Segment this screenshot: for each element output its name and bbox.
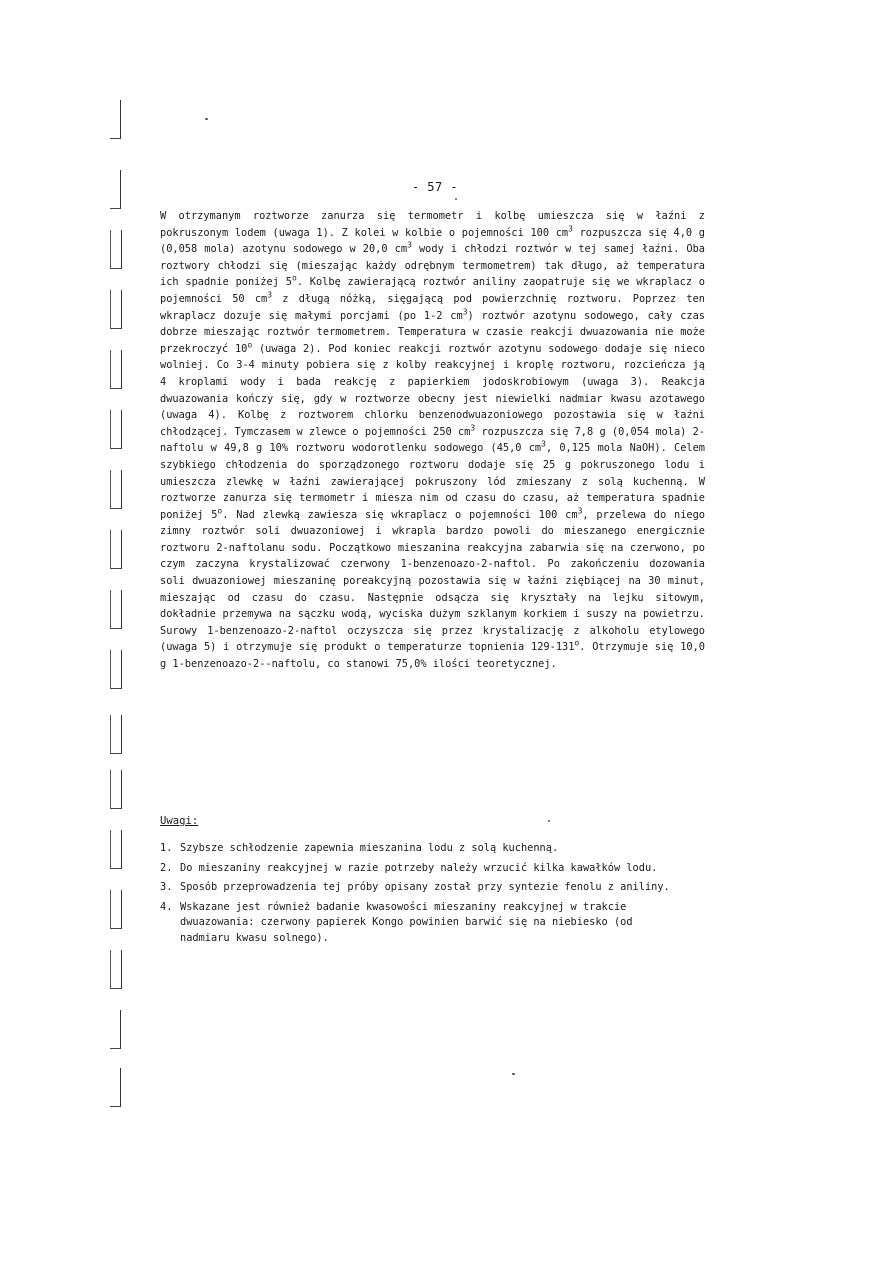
binder-mark bbox=[110, 470, 122, 509]
superscript: 3 bbox=[568, 224, 573, 234]
superscript: 3 bbox=[267, 290, 273, 300]
text-run: , 0,125 mola NaOH). Celem szybkiego chłodzenia do sporządzonego roztworu dodaje się 25 g pokruszonego lodu i umieszcza zlewkę w łaźni zawierającej pokruszony lód zmieszany z solą kuchenną. W roztworze zanurza się termometr i miesza nim od czasu do czasu, aż temperatura spadnie poniżej 5 bbox=[160, 442, 705, 521]
binder-mark bbox=[110, 170, 121, 209]
binder-mark bbox=[110, 650, 122, 689]
binder-mark bbox=[110, 770, 122, 809]
text-run: , przelewa do niego zimny roztwór soli dwuazoniowej i wkrapla bardzo powoli do mieszanego energicznie roztworu 2-naftolanu sodu. Początkowo mieszanina reakcyjna zabarwia się na czerwono, po czym zaczyna krystalizować czerwony 1-benzenoazo-2-naftol. Po zakończeniu dozowania soli dwuazoniowej mieszaninę poreakcyjną pozostawia się w łaźni ziębiącej na 30 minut, mieszając od czasu do czasu. Następnie odsącza się kryształy na lejku sitowym, dokładnie przemywa na sączku wodą, wyciska dużym szklanym korkiem i suszy na powietrzu. Surowy 1-benzenoazo-2-naftol oczyszcza się przez krystalizację z alkoholu etylowego (uwaga 5) i otrzymuje się produkt o temperaturze topnienia 129-131 bbox=[160, 508, 706, 654]
text-run: z długą nóżką, sięgającą pod powierzchnię roztworu. Poprzez ten wkraplacz dozuje się małymi porcjami (po 1-2 cm bbox=[160, 292, 705, 322]
binder-edge-marks bbox=[110, 100, 130, 1110]
text-run: (uwaga 2). Pod koniec reakcji roztwór azotynu sodowego dodaje się nieco wolniej. Co 3-4 minuty pobiera się z kolby reakcyjnej i kroplę roztworu, rozcieńcza ją 4 kroplami wody i bada reakcję z papierkiem jodoskrobiowym (uwaga 3). Reakcja dwuazowania kończy się, gdy w roztworze obecny jest niewielki nadmiar kwasu azotawego (uwaga 4). Kolbę z roztworem chlorku benzenodwuazoniowego pozostawia się w łaźni chłodzącej. Tymczasem w zlewce o pojemności 250 cm bbox=[160, 342, 705, 438]
binder-mark bbox=[110, 410, 122, 449]
note-item bbox=[160, 900, 680, 947]
superscript: 3 bbox=[541, 439, 546, 449]
text-run: W otrzymanym roztworze zanurza się termometr i kolbę umieszcza się w łaźni z pokruszonym lodem (uwaga 1). Z kolei w kolbie o pojemności 100 cm bbox=[160, 210, 705, 239]
note-text: Szybsze schłodzenie zapewnia mieszanina lodu z solą kuchenną. bbox=[180, 842, 559, 854]
binder-mark bbox=[110, 830, 122, 869]
binder-mark bbox=[110, 530, 122, 569]
binder-mark bbox=[110, 100, 121, 139]
text-run: rozpuszcza się 4,0 g (0,058 mola) azotynu sodowego w 20,0 cm bbox=[160, 226, 705, 256]
superscript: 3 bbox=[462, 307, 468, 317]
superscript: o bbox=[217, 506, 223, 516]
scan-speck bbox=[512, 1073, 515, 1075]
note-number: 3. bbox=[160, 881, 173, 893]
superscript: 3 bbox=[407, 240, 412, 250]
notes-heading: Uwagi: bbox=[160, 815, 199, 827]
text-run: rozpuszcza się 7,8 g (0,054 mola) 2-naftolu w 49,8 g 10% roztworu wodorotlenku sodowego (45,0 cm bbox=[160, 425, 706, 455]
binder-mark bbox=[110, 350, 122, 389]
note-number: 1. bbox=[160, 842, 173, 854]
scan-speck bbox=[455, 198, 457, 200]
binder-mark bbox=[110, 290, 122, 329]
text-run: . Nad zlewką zawiesza się wkraplacz o pojemności 100 cm bbox=[222, 508, 578, 521]
superscript: o bbox=[247, 340, 253, 350]
binder-mark bbox=[110, 715, 122, 754]
page-number: - 57 - bbox=[411, 180, 459, 194]
superscript: o bbox=[291, 273, 297, 283]
binder-mark bbox=[110, 590, 122, 629]
text-run: ) roztwór azotynu sodowego, cały czas dobrze mieszając roztwór termometrem. Temperatura w czasie reakcji dwuazowania nie może przekroczyć 10 bbox=[160, 309, 705, 355]
note-number: 4. bbox=[160, 900, 173, 913]
note-text: Sposób przeprowadzenia tej próby opisany został przy syntezie fenolu z aniliny. bbox=[180, 881, 670, 893]
text-run: wody i chłodzi roztwór w tej samej łaźni. Oba roztwory chłodzi się (mieszając każdy odrębnym termometrem) tak długo, aż temperatura ich spadnie poniżej 5 bbox=[160, 243, 705, 289]
text-run: . Otrzymuje się 10,0 g 1-benzenoazo-2--naftolu, co stanowi 75,0% ilości teoretycznej. bbox=[160, 641, 705, 671]
binder-mark bbox=[110, 1068, 121, 1107]
note-item bbox=[160, 861, 680, 877]
scan-speck bbox=[548, 820, 550, 822]
notes-list bbox=[160, 841, 680, 950]
note-item bbox=[160, 841, 680, 857]
superscript: 3 bbox=[577, 506, 583, 516]
note-text: Wskazane jest również badanie kwasowości mieszaniny reakcyjnej w trakcie dwuazowania: czerwony papierek Kongo powinien barwić się na niebiesko (od nadmiaru kwasu solnego). bbox=[180, 900, 633, 944]
note-number: 2. bbox=[160, 861, 173, 874]
binder-mark bbox=[110, 1010, 121, 1049]
note-text: Do mieszaniny reakcyjnej w razie potrzeby należy wrzucić kilka kawałków lodu. bbox=[180, 861, 658, 874]
binder-mark bbox=[110, 950, 122, 989]
note-item bbox=[160, 880, 680, 896]
text-run: . Kolbę zawierającą roztwór aniliny zaopatruje się we wkraplacz o pojemności 50 cm bbox=[160, 276, 706, 305]
superscript: o bbox=[574, 639, 580, 649]
superscript: 3 bbox=[470, 423, 476, 433]
main-paragraph bbox=[160, 208, 705, 673]
binder-mark bbox=[110, 890, 122, 929]
scan-speck bbox=[205, 118, 208, 120]
binder-mark bbox=[110, 230, 122, 269]
